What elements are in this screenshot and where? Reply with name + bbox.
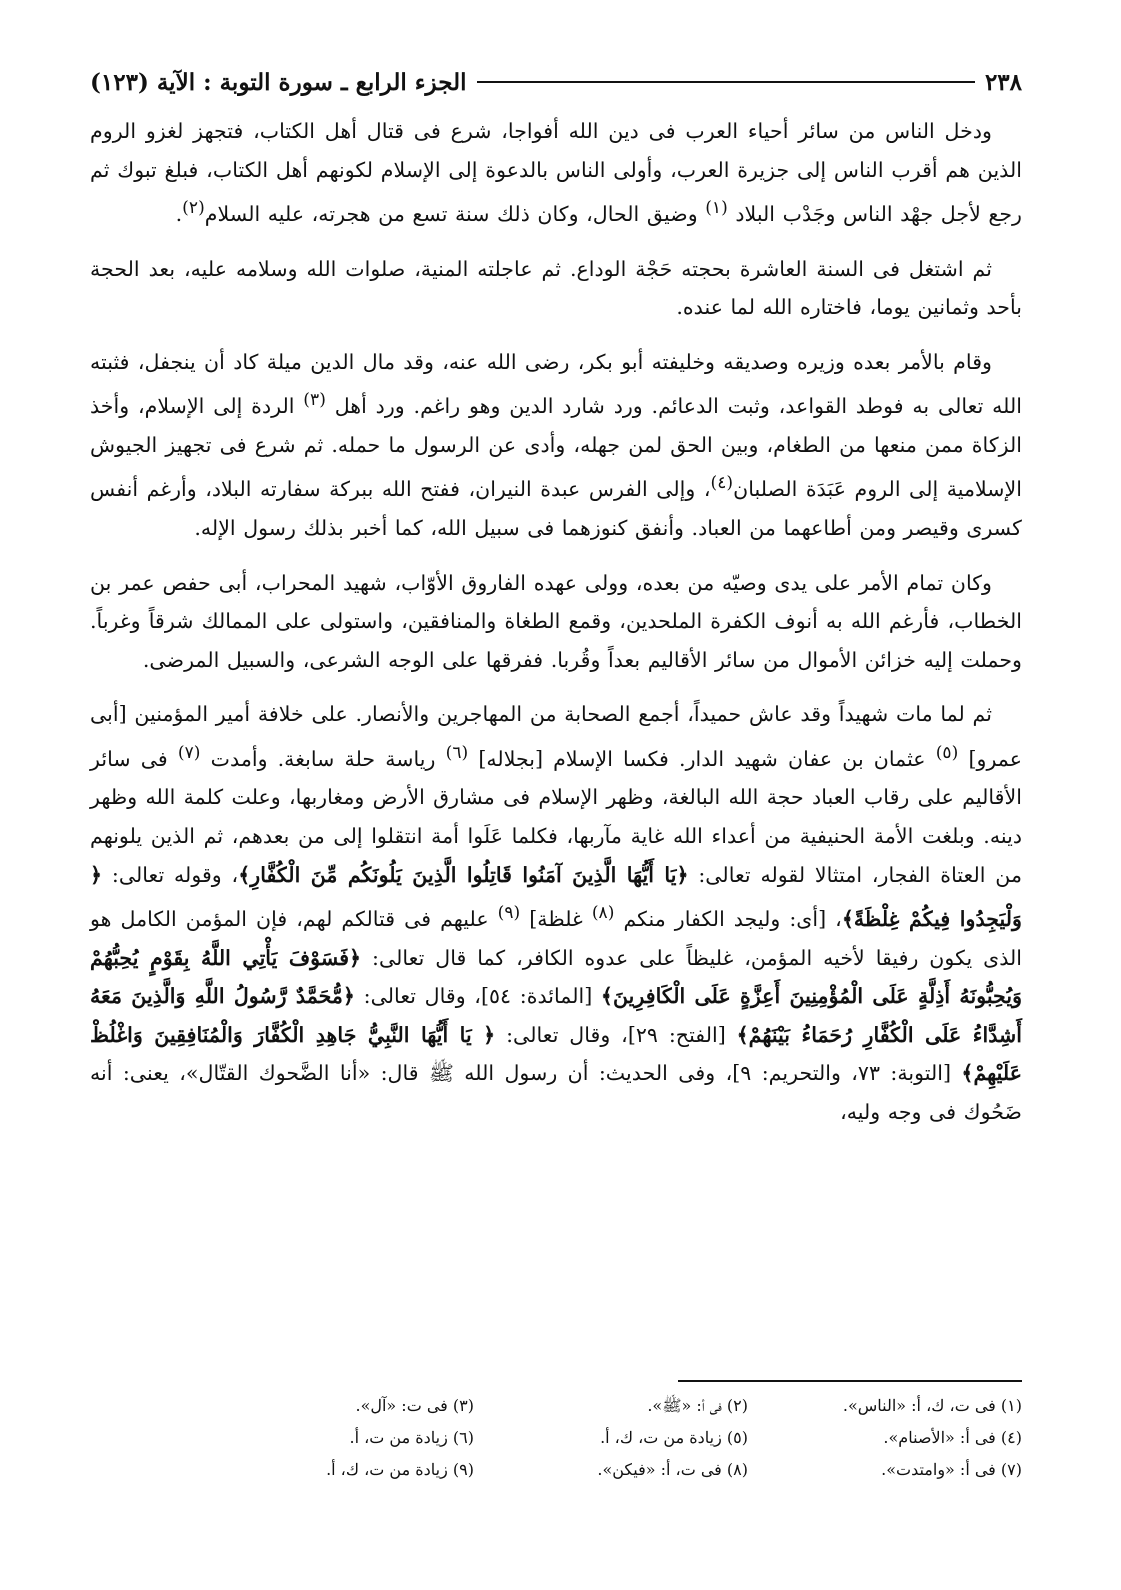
footnote: (٣) فى ت: «آل». bbox=[355, 1396, 474, 1415]
header-rule bbox=[477, 81, 975, 83]
footnotes bbox=[210, 1392, 1022, 1484]
footnote-marker: (٧) bbox=[177, 742, 201, 763]
quran-verse: ﴿ يَا أَيُّهَا النَّبِيُّ جَاهِدِ الْكُفَّارَ وَالْمُنَافِقِينَ وَاغْلُظْ عَلَيْهِمْ﴾ bbox=[90, 1022, 1022, 1086]
running-header bbox=[90, 62, 1022, 102]
footnote-marker: (٨) bbox=[591, 903, 615, 924]
text-run: وكان تمام الأمر على يدى وصيّه من بعده، وولى عهده الفاروق الأوّاب، شهيد المحراب، أبى حفص عمر بن الخطاب، فأرغم الله به أنوف الكفرة الملحدين، وقمع الطغاة والمنافقين، واستولى على الممالك شرقاً وغرباً. وحملت إليه خزائن الأموال من سائر الأقاليم بعداً وقُربا. ففرقها على الوجه الشرعى، والسبيل المرضى. bbox=[90, 570, 1022, 672]
footnote: (٧) فى أ: «وامتدت». bbox=[881, 1460, 1022, 1479]
text-run: [الفتح: ٢٩]، وقال تعالى: bbox=[495, 1022, 737, 1047]
footnote: (٢) فى أ: «ﷺ». bbox=[647, 1396, 748, 1415]
footnote-marker: (١) bbox=[705, 198, 728, 219]
paragraph bbox=[90, 343, 1022, 548]
footnote-marker: (٩) bbox=[497, 903, 521, 924]
quran-verse: ﴿فَسَوْفَ يَأْتِي اللَّهُ بِقَوْمٍ يُحِبُّهُمْ وَيُحِبُّونَهُ أَذِلَّةٍ عَلَى الْمُؤْمِنِينَ أَعِزَّةٍ عَلَى الْكَافِرِينَ﴾ bbox=[90, 945, 1023, 1009]
footnote: (٨) فى ت، أ: «فيكن». bbox=[597, 1460, 748, 1479]
text-run: ، وقوله تعالى: bbox=[102, 862, 239, 887]
footnote: (٩) زيادة من ت، ك، أ. bbox=[326, 1460, 474, 1479]
text-run: وضيق الحال، وكان ذلك سنة تسع من هجرته، عليه السلام bbox=[204, 202, 706, 227]
text-run: فى سائر الأقاليم على رقاب العباد حجة الله البالغة، وظهر الإسلام فى مشارق الأرض ومغاربها، وعلت كلمة الله وظهر دينه. وبلغت الأمة الحنيفية من أعداء الله غاية مآربها، فكلما عَلَوا أمة انتقلوا إلى من بعدهم، ثم الذين يلونهم من العتاة الفجار، امتثالا لقوله تعالى: bbox=[90, 746, 1023, 887]
paragraph bbox=[90, 564, 1022, 680]
footnote-marker: (٤) bbox=[710, 473, 734, 494]
text-run: . bbox=[175, 202, 183, 227]
text-run: رياسة حلة سابغة. وأمدت bbox=[200, 746, 446, 771]
footnote-separator bbox=[678, 1380, 1022, 1382]
footnote: (٦) زيادة من ت، أ. bbox=[349, 1428, 474, 1447]
text-run: ثم اشتغل فى السنة العاشرة بحجته حَجْة الوداع. ثم عاجلته المنية، صلوات الله وسلامه عليه، بعد الحجة بأحد وثمانين يوما، فاختاره الله لما عنده. bbox=[90, 256, 1022, 320]
page-number: ٢٣٨ bbox=[984, 68, 1022, 96]
paragraph bbox=[90, 112, 1022, 234]
quran-verse: ﴿يَا أَيُّهَا الَّذِينَ آمَنُوا قَاتِلُوا الَّذِينَ يَلُونَكُم مِّنَ الْكُفَّارِ﴾ bbox=[238, 862, 689, 887]
text-run: عثمان بن عفان شهيد الدار. فكسا الإسلام [بجلاله] bbox=[468, 746, 936, 771]
footnote-marker: (٣) bbox=[303, 390, 326, 411]
main-text bbox=[90, 112, 1022, 1148]
footnote: (٥) زيادة من ت، ك، أ. bbox=[600, 1428, 748, 1447]
footnote-marker: (٢) bbox=[182, 198, 205, 219]
text-run: ودخل الناس من سائر أحياء العرب فى دين الله أفواجا، شرع فى قتال أهل الكتاب، فتجهز لغزو الروم الذين هم أقرب الناس إلى جزيرة العرب، وأولى الناس بالدعوة إلى الإسلام لكونهم أهل الكتاب، فبلغ تبوك ثم رجع لأجل جهْد الناس وجَدْب البلاد bbox=[90, 119, 1022, 227]
text-run: الردة إلى الإسلام، وأخذ الزكاة ممن منعها من الطغام، وبين الحق لمن جهله، وأدى عن الرسول ما حمله. ثم شرع فى تجهيز الجيوش الإسلامية إلى الروم عَبَدَة الصلبان bbox=[90, 394, 1022, 502]
text-run: عليهم فى قتالكم لهم، فإن المؤمن الكامل هو الذى يكون رفيقا لأخيه المؤمن، غليظاً على عدوه الكافر، كما قال تعالى: bbox=[90, 906, 1022, 970]
text-run: [المائدة: ٥٤]، وقال تعالى: bbox=[355, 984, 601, 1009]
footnote: (٤) فى أ: «الأصنام». bbox=[883, 1428, 1022, 1447]
text-run: ، [أى: وليجد الكفار منكم bbox=[614, 906, 842, 931]
quran-verse: ﴿مُّحَمَّدٌ رَّسُولُ اللَّهِ وَالَّذِينَ مَعَهُ أَشِدَّاءُ عَلَى الْكُفَّارِ رُحَمَاءُ بَيْنَهُمْ﴾ bbox=[90, 984, 1022, 1047]
text-run: ، وإلى الفرس عبدة النيران، ففتح الله ببركة سفارته البلاد، وأرغم أنفس كسرى وقيصر ومن أطاعهما من العباد. وأنفق كنوزهما فى سبيل الله، كما أخبر بذلك رسول الإله. bbox=[90, 477, 1022, 540]
footnote: (١) فى ت، ك، أ: «الناس». bbox=[842, 1396, 1022, 1415]
quran-verse: ﴿ وَلْيَجِدُوا فِيكُمْ غِلْظَةً﴾ bbox=[90, 862, 1022, 931]
footnote-marker: (٥) bbox=[935, 742, 959, 763]
paragraph bbox=[90, 250, 1022, 327]
paragraph bbox=[90, 695, 1022, 1131]
header-title: الجزء الرابع ـ سورة التوبة : الآية (١٢٣) bbox=[90, 68, 467, 96]
text-run: ثم لما مات شهيداً وقد عاش حميداً، أجمع الصحابة من المهاجرين والأنصار. على خلافة أمير المؤمنين [أبى عمرو] bbox=[90, 702, 1022, 771]
text-run: غلظة] bbox=[520, 906, 592, 931]
text-run: [التوبة: ٧٣، والتحريم: ٩]، وفى الحديث: أن رسول الله ﷺ قال: «أنا الضَّحوك القتّال»، يعنى: أنه ضَحُوك فى وجه وليه، bbox=[90, 1061, 1022, 1124]
footnote-marker: (٦) bbox=[445, 742, 469, 763]
text-run: وقام بالأمر بعده وزيره وصديقه وخليفته أبو بكر، رضى الله عنه، وقد مال الدين ميلة كاد أن ينجفل، فثبته الله تعالى به فوطد القواعد، وثبت الدعائم. ورد شارد الدين وهو راغم. ورد أهل bbox=[90, 349, 1022, 419]
